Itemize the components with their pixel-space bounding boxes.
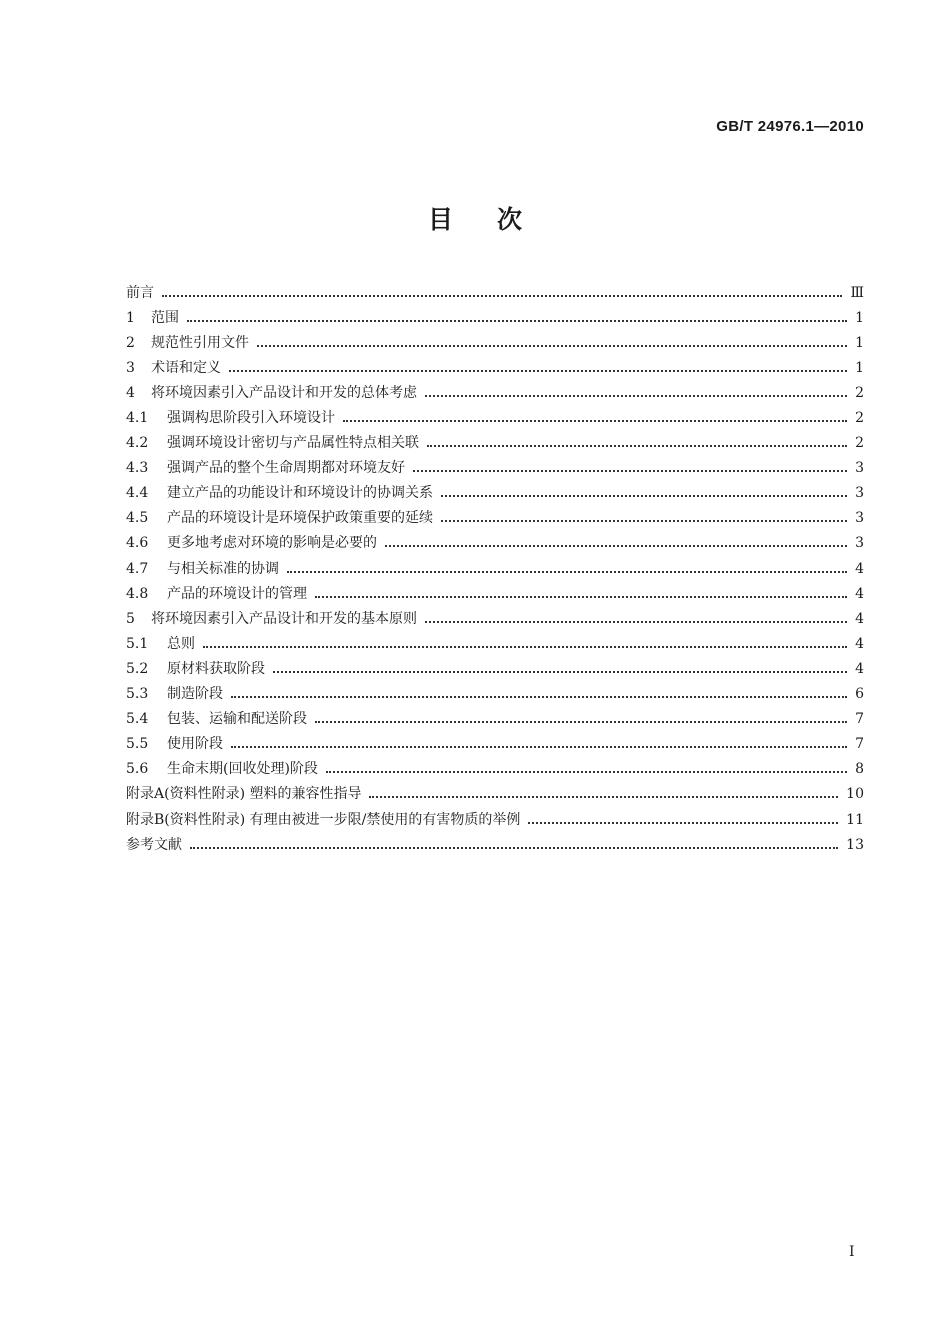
dot-leader (190, 847, 838, 849)
toc-entry-label: 参考文献 (126, 836, 182, 853)
dot-leader (162, 295, 842, 297)
toc-entry-label: 制造阶段 (167, 686, 223, 703)
toc-entry-page: 7 (855, 736, 864, 753)
toc-entry-page: 4 (855, 635, 864, 652)
toc-entry[interactable] (126, 682, 864, 707)
toc-entry-number: 4.4 (126, 485, 149, 502)
toc-entry-page: 2 (855, 410, 864, 427)
toc-entry-page: 4 (855, 585, 864, 602)
toc-entry[interactable] (126, 431, 864, 456)
toc-entry-page: 4 (855, 610, 864, 627)
toc-entry-label: 产品的环境设计是环境保护政策重要的延续 (167, 510, 433, 527)
dot-leader (257, 345, 847, 347)
toc-entry[interactable] (126, 456, 864, 481)
toc-entry-page: 13 (846, 836, 864, 853)
toc-entry[interactable] (126, 481, 864, 506)
toc-entry-page: 4 (855, 560, 864, 577)
dot-leader (187, 320, 847, 322)
dot-leader (425, 395, 847, 397)
dot-leader (229, 370, 847, 372)
toc-entry-page: 1 (855, 359, 864, 376)
dot-leader (231, 696, 847, 698)
toc-entry-page: 10 (846, 786, 864, 803)
toc-entry-label: 规范性引用文件 (151, 334, 249, 351)
dot-leader (273, 671, 847, 673)
dot-leader (315, 596, 847, 598)
dot-leader (326, 771, 847, 773)
toc-entry-page: 3 (855, 485, 864, 502)
toc-entry[interactable] (126, 280, 864, 305)
toc-entry[interactable] (126, 581, 864, 606)
toc-entry-number: 5.6 (126, 761, 149, 778)
toc-entry-label: 使用阶段 (167, 736, 223, 753)
toc-entry-page: 3 (855, 535, 864, 552)
toc-entry-page: 3 (855, 510, 864, 527)
table-of-contents (126, 280, 864, 857)
toc-entry-number: 5 (126, 610, 135, 627)
toc-entry[interactable] (126, 631, 864, 656)
toc-entry-number: 5.2 (126, 660, 149, 677)
toc-entry-number: 3 (126, 359, 135, 376)
toc-entry-label: 附录B(资料性附录) 有理由被进一步限/禁使用的有害物质的举例 (126, 811, 521, 828)
toc-entry-number: 4.8 (126, 585, 149, 602)
toc-entry-page: 1 (855, 309, 864, 326)
toc-entry-label: 强调构思阶段引入环境设计 (167, 410, 335, 427)
toc-entry-label: 术语和定义 (151, 359, 221, 376)
toc-entry-label: 强调产品的整个生命周期都对环境友好 (167, 460, 405, 477)
toc-entry-page: 7 (855, 711, 864, 728)
dot-leader (315, 721, 847, 723)
toc-entry-label: 总则 (167, 635, 195, 652)
dot-leader (231, 746, 847, 748)
toc-entry[interactable] (126, 405, 864, 430)
toc-entry-page: 4 (855, 660, 864, 677)
toc-entry[interactable] (126, 506, 864, 531)
toc-entry-number: 5.5 (126, 736, 149, 753)
toc-entry-label: 建立产品的功能设计和环境设计的协调关系 (167, 485, 433, 502)
toc-entry-label: 产品的环境设计的管理 (167, 585, 307, 602)
toc-entry-label: 生命末期(回收处理)阶段 (167, 761, 318, 778)
dot-leader (343, 420, 847, 422)
toc-entry-number: 4 (126, 384, 135, 401)
toc-entry-number: 2 (126, 334, 135, 351)
toc-entry-number: 4.3 (126, 460, 149, 477)
toc-entry-label: 附录A(资料性附录) 塑料的兼容性指导 (126, 786, 362, 803)
toc-entry-label: 更多地考虑对环境的影响是必要的 (167, 535, 377, 552)
dot-leader (441, 495, 847, 497)
dot-leader (203, 646, 847, 648)
toc-entry[interactable] (126, 305, 864, 330)
dot-leader (385, 545, 847, 547)
toc-entry-number: 4.5 (126, 510, 149, 527)
toc-entry-label: 前言 (126, 284, 154, 301)
toc-entry-number: 1 (126, 309, 135, 326)
standard-code: GB/T 24976.1—2010 (716, 118, 864, 135)
page-title: 目次 (427, 205, 566, 234)
dot-leader (427, 445, 847, 447)
toc-entry[interactable] (126, 732, 864, 757)
toc-entry-label: 原材料获取阶段 (167, 660, 265, 677)
toc-entry[interactable] (126, 782, 864, 807)
toc-entry-number: 4.6 (126, 535, 149, 552)
toc-entry[interactable] (126, 556, 864, 581)
toc-entry-page: 11 (846, 811, 864, 828)
toc-entry[interactable] (126, 757, 864, 782)
toc-entry-number: 5.4 (126, 711, 149, 728)
toc-entry[interactable] (126, 330, 864, 355)
dot-leader (425, 621, 847, 623)
toc-entry-page: Ⅲ (850, 284, 864, 301)
toc-entry-page: 6 (855, 686, 864, 703)
toc-entry-page: 3 (855, 460, 864, 477)
dot-leader (287, 571, 847, 573)
dot-leader (441, 520, 847, 522)
toc-entry-label: 强调环境设计密切与产品属性特点相关联 (167, 435, 419, 452)
toc-entry-number: 4.7 (126, 560, 149, 577)
toc-entry-number: 5.1 (126, 635, 149, 652)
toc-entry-page: 8 (855, 761, 864, 778)
toc-entry[interactable] (126, 531, 864, 556)
toc-entry-number: 4.2 (126, 435, 149, 452)
toc-entry-number: 5.3 (126, 686, 149, 703)
toc-entry[interactable] (126, 656, 864, 681)
toc-entry[interactable] (126, 355, 864, 380)
toc-entry-label: 包装、运输和配送阶段 (167, 711, 307, 728)
toc-entry[interactable] (126, 606, 864, 631)
toc-entry-label: 将环境因素引入产品设计和开发的基本原则 (151, 610, 417, 627)
dot-leader (413, 470, 847, 472)
toc-entry[interactable] (126, 807, 864, 832)
toc-entry[interactable] (126, 380, 864, 405)
toc-entry-page: 2 (855, 435, 864, 452)
toc-entry[interactable] (126, 707, 864, 732)
dot-leader (369, 796, 838, 798)
page-number: I (849, 1244, 855, 1260)
toc-entry-label: 与相关标准的协调 (167, 560, 279, 577)
toc-entry-page: 1 (855, 334, 864, 351)
dot-leader (528, 822, 838, 824)
toc-entry-label: 范围 (151, 309, 179, 326)
toc-entry-page: 2 (855, 384, 864, 401)
toc-entry-number: 4.1 (126, 410, 149, 427)
toc-entry-label: 将环境因素引入产品设计和开发的总体考虑 (151, 384, 417, 401)
toc-entry[interactable] (126, 832, 864, 857)
